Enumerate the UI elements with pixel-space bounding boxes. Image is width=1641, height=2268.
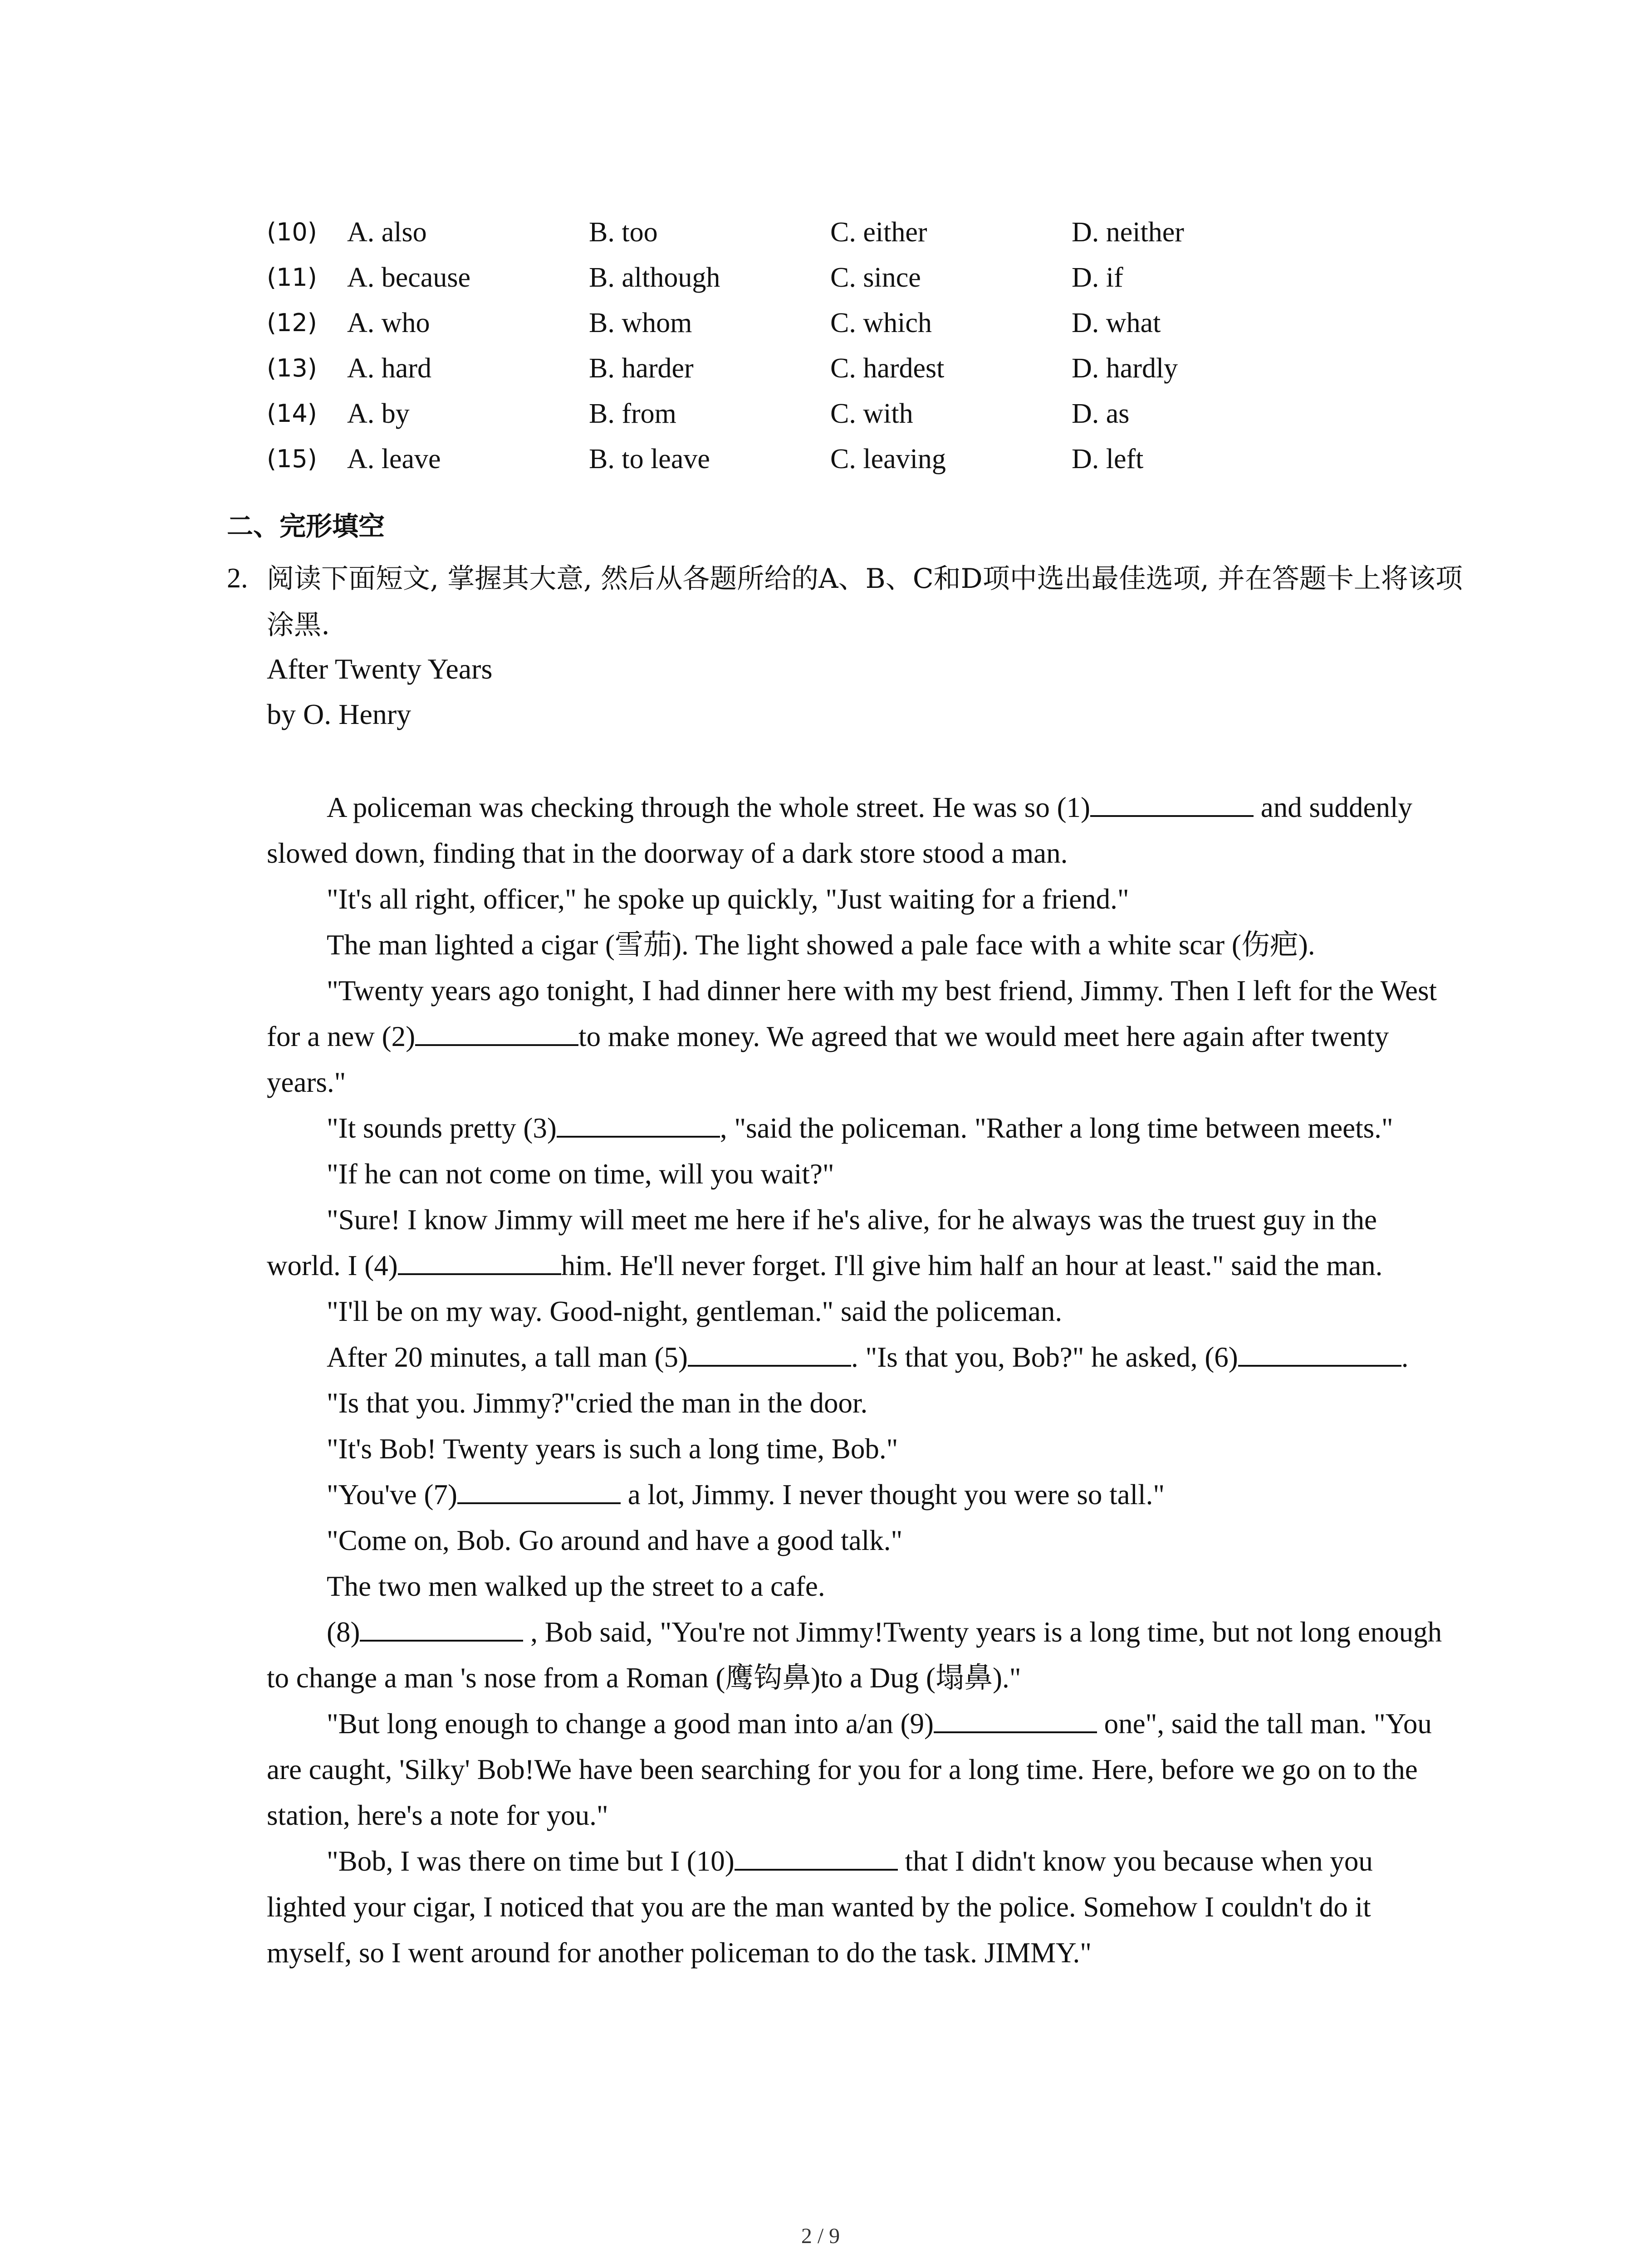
- option-b: B. from: [589, 398, 676, 429]
- passage-paragraph: [267, 1701, 1453, 1838]
- answer-blank[interactable]: [735, 1843, 898, 1871]
- paragraph-text: The man lighted a cigar (雪茄). The light showed a pale face with a white scar (伤疤).: [327, 929, 1315, 961]
- paragraph-text: "Is that you. Jimmy?"cried the man in the door.: [327, 1387, 868, 1419]
- paragraph-text: that I didn't know you because when you lighted your cigar, I noticed that you are the man wanted by the police. Somehow I couldn't do it myself, so I went around for another policeman to do the task. JIMMY.": [267, 1845, 1373, 1969]
- option-d: D. what: [1072, 308, 1161, 338]
- story-author: by O. Henry: [267, 698, 411, 730]
- paragraph-text: and suddenly slowed down, finding that in the doorway of a dark store stood a man.: [267, 792, 1412, 869]
- option-b: B. to leave: [589, 444, 710, 474]
- passage-paragraph: [267, 1105, 1453, 1151]
- option-c: C. with: [830, 398, 913, 429]
- passage-paragraph: [267, 922, 1453, 968]
- option-a: A. because: [347, 262, 470, 293]
- passage-paragraph: [267, 1564, 1453, 1609]
- option-number: (13): [267, 354, 317, 382]
- story-title: After Twenty Years: [267, 653, 493, 685]
- paragraph-text: "It's all right, officer," he spoke up quickly, "Just waiting for a friend.": [327, 883, 1129, 915]
- option-a: A. hard: [347, 353, 431, 384]
- paragraph-text: him. He'll never forget. I'll give him half an hour at least." said the man.: [561, 1250, 1383, 1281]
- option-b: B. too: [589, 217, 658, 248]
- option-c: C. either: [830, 217, 927, 248]
- page-number: 2 / 9: [801, 2224, 840, 2248]
- paragraph-text: a lot, Jimmy. I never thought you were so tall.": [620, 1479, 1165, 1510]
- passage-paragraph: [267, 785, 1453, 876]
- option-d: D. as: [1072, 398, 1130, 429]
- option-b: B. whom: [589, 308, 692, 338]
- answer-blank[interactable]: [1090, 789, 1254, 817]
- option-number: (14): [267, 399, 317, 428]
- paragraph-text: , "said the policeman. "Rather a long time between meets.": [720, 1112, 1393, 1144]
- paragraph-text: "But long enough to change a good man into a/an (9): [327, 1708, 934, 1740]
- section-title: 二、完形填空: [227, 511, 385, 542]
- option-a: A. who: [347, 308, 430, 338]
- paragraph-text: A policeman was checking through the whole street. He was so (1): [327, 792, 1091, 823]
- passage-paragraph: [267, 1197, 1453, 1289]
- passage: [267, 785, 1453, 1976]
- option-b: B. although: [589, 262, 720, 293]
- paragraph-text: "Twenty years ago tonight, I had dinner here with my best friend, Jimmy. Then I left for the West for a new (2): [267, 975, 1437, 1052]
- option-b: B. harder: [589, 353, 694, 384]
- paragraph-text: .: [1401, 1341, 1409, 1373]
- question-number: 2.: [227, 563, 248, 594]
- answer-blank[interactable]: [557, 1110, 720, 1138]
- passage-paragraph: [267, 1609, 1453, 1701]
- passage-paragraph: [267, 968, 1453, 1105]
- paragraph-text: to make money. We agreed that we would meet here again after twenty years.": [267, 1021, 1389, 1098]
- option-c: C. since: [830, 262, 921, 293]
- paragraph-text: "It's Bob! Twenty years is such a long time, Bob.": [327, 1433, 898, 1465]
- answer-blank[interactable]: [457, 1476, 621, 1504]
- option-a: A. by: [347, 398, 410, 429]
- paragraph-text: one", said the tall man. "You are caught, 'Silky' Bob!We have been searching for you for a long time. Here, before we go on to the station, here's a note for you.": [267, 1708, 1432, 1831]
- passage-paragraph: [267, 1151, 1453, 1197]
- paragraph-text: . "Is that you, Bob?" he asked, (6): [851, 1341, 1238, 1373]
- answer-blank[interactable]: [415, 1018, 578, 1046]
- option-number: (11): [267, 263, 317, 292]
- passage-paragraph: [267, 1289, 1453, 1334]
- option-a: A. also: [347, 217, 427, 248]
- paragraph-text: "I'll be on my way. Good-night, gentleman." said the policeman.: [327, 1295, 1063, 1327]
- paragraph-text: "You've (7): [327, 1479, 457, 1510]
- paragraph-text: , Bob said, "You're not Jimmy!Twenty years is a long time, but not long enough to change a man 's nose from a Roman (鹰钩鼻)to a Dug (塌鼻).": [267, 1616, 1442, 1694]
- answer-blank[interactable]: [688, 1339, 851, 1367]
- passage-paragraph: [267, 1380, 1453, 1426]
- passage-paragraph: [267, 1426, 1453, 1472]
- paragraph-text: "If he can not come on time, will you wait?": [327, 1158, 834, 1190]
- option-c: C. hardest: [830, 353, 945, 384]
- option-a: A. leave: [347, 444, 441, 474]
- option-number: (12): [267, 308, 317, 337]
- answer-blank[interactable]: [1238, 1339, 1401, 1367]
- paragraph-text: "It sounds pretty (3): [327, 1112, 557, 1144]
- answer-blank[interactable]: [398, 1247, 561, 1275]
- option-c: C. leaving: [830, 444, 946, 474]
- answer-blank[interactable]: [934, 1705, 1097, 1733]
- passage-paragraph: [267, 1334, 1453, 1380]
- option-number: (15): [267, 445, 317, 473]
- passage-paragraph: [267, 876, 1453, 922]
- option-d: D. if: [1072, 262, 1123, 293]
- paragraph-text: "Sure! I know Jimmy will meet me here if he's alive, for he always was the truest guy in the world. I (4): [267, 1204, 1377, 1281]
- option-d: D. left: [1072, 444, 1144, 474]
- option-number: (10): [267, 218, 317, 246]
- option-c: C. which: [830, 308, 932, 338]
- option-d: D. hardly: [1072, 353, 1178, 384]
- question-instruction: 阅读下面短文, 掌握其大意, 然后从各题所给的A、B、C和D项中选出最佳选项, 并在答题卡上将该项涂黑.: [267, 563, 1463, 641]
- paragraph-text: "Bob, I was there on time but I (10): [327, 1845, 735, 1877]
- answer-blank[interactable]: [360, 1613, 523, 1642]
- paragraph-text: (8): [327, 1616, 360, 1648]
- paragraph-text: The two men walked up the street to a cafe.: [327, 1570, 825, 1602]
- passage-paragraph: [267, 1518, 1453, 1564]
- paragraph-text: "Come on, Bob. Go around and have a good talk.": [327, 1525, 903, 1556]
- paragraph-text: After 20 minutes, a tall man (5): [327, 1341, 688, 1373]
- passage-paragraph: [267, 1472, 1453, 1518]
- passage-paragraph: [267, 1838, 1453, 1976]
- option-d: D. neither: [1072, 217, 1184, 248]
